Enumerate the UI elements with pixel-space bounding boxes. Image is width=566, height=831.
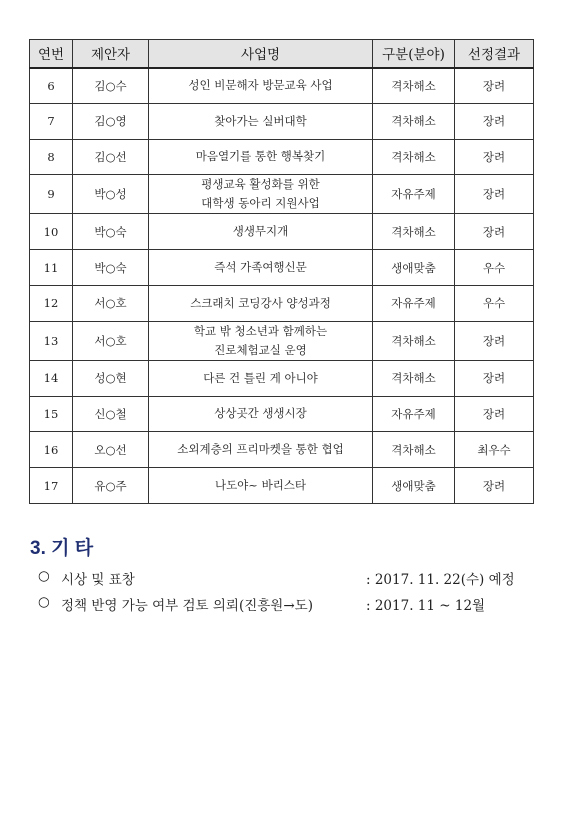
cell-proposer: 오○선: [73, 432, 149, 468]
cell-category: 자유주제: [373, 396, 455, 432]
cell-category: 생애맞춤: [373, 468, 455, 504]
cell-project: [149, 285, 373, 321]
table-body: [30, 68, 534, 504]
cell-no: 12: [30, 285, 73, 321]
project-name-line: 나도야~ 바리스타: [214, 478, 307, 493]
cell-category: 격차해소: [373, 360, 455, 396]
project-name-line: 마음열기를 통한 행복찾기: [195, 149, 326, 164]
cell-result: 장려: [455, 214, 534, 250]
cell-result: 장려: [455, 139, 534, 175]
cell-no: 6: [30, 68, 73, 104]
schedule-item-value: : 2017. 11. 22(수) 예정: [366, 572, 515, 588]
project-name-line: 성인 비문해자 방문교육 사업: [188, 78, 333, 93]
project-name-line: 학교 밖 청소년과 함께하는: [193, 323, 328, 338]
cell-category: 격차해소: [373, 321, 455, 360]
cell-proposer: 박○숙: [73, 214, 149, 250]
cell-result: 장려: [455, 321, 534, 360]
project-name-line: 찾아가는 실버대학: [214, 113, 307, 128]
project-name-line: 스크래치 코딩강사 양성과정: [190, 295, 331, 310]
schedule-item-label: 정책 반영 가능 여부 검토 의뢰(진흥원→도): [61, 598, 313, 614]
cell-no: 16: [30, 432, 73, 468]
table-row: [30, 139, 534, 175]
project-name-line: 대학생 동아리 지원사업: [201, 196, 320, 211]
schedule-item-value: : 2017. 11 ~ 12월: [366, 598, 486, 614]
project-name-line: 상상곳간 생생시장: [214, 406, 307, 421]
table-header-row: [30, 40, 534, 68]
header-proposer: 제안자: [73, 40, 149, 68]
cell-project: [149, 139, 373, 175]
cell-category: 격차해소: [373, 432, 455, 468]
cell-result: 우수: [455, 285, 534, 321]
cell-result: 우수: [455, 250, 534, 286]
cell-result: 장려: [455, 468, 534, 504]
cell-result: 장려: [455, 360, 534, 396]
cell-proposer: 성○현: [73, 360, 149, 396]
cell-proposer: 박○성: [73, 175, 149, 214]
table-row: [30, 175, 534, 214]
cell-category: 격차해소: [373, 214, 455, 250]
cell-project: [149, 360, 373, 396]
header-project: 사업명: [149, 40, 373, 68]
cell-no: 15: [30, 396, 73, 432]
cell-project: [149, 432, 373, 468]
table-row: [30, 68, 534, 104]
cell-proposer: 서○호: [73, 285, 149, 321]
cell-category: 격차해소: [373, 139, 455, 175]
table-row: [30, 321, 534, 360]
cell-project: [149, 396, 373, 432]
cell-result: 장려: [455, 103, 534, 139]
table-row: [30, 360, 534, 396]
cell-no: 9: [30, 175, 73, 214]
cell-category: 격차해소: [373, 103, 455, 139]
cell-project: [149, 250, 373, 286]
header-no: 연번: [30, 40, 73, 68]
table-row: [30, 250, 534, 286]
table-row: [30, 103, 534, 139]
bullet-circle: ○: [38, 594, 50, 610]
cell-category: 생애맞춤: [373, 250, 455, 286]
cell-category: 자유주제: [373, 175, 455, 214]
cell-proposer: 김○영: [73, 103, 149, 139]
cell-no: 8: [30, 139, 73, 175]
project-name-line: 생생무지개: [232, 224, 289, 239]
cell-proposer: 박○숙: [73, 250, 149, 286]
cell-result: 최우수: [455, 432, 534, 468]
cell-proposer: 신○철: [73, 396, 149, 432]
cell-project: [149, 321, 373, 360]
section-title: 3. 기 타: [30, 538, 94, 559]
cell-proposer: 서○호: [73, 321, 149, 360]
schedule-item-label: 시상 및 표창: [61, 572, 135, 588]
cell-result: 장려: [455, 175, 534, 214]
cell-no: 11: [30, 250, 73, 286]
cell-project: [149, 68, 373, 104]
cell-project: [149, 214, 373, 250]
project-name-line: 다른 건 틀린 게 아니야: [203, 370, 318, 385]
cell-result: 장려: [455, 68, 534, 104]
table-row: [30, 468, 534, 504]
header-category: 구분(분야): [373, 40, 455, 68]
cell-no: 13: [30, 321, 73, 360]
table-row: [30, 396, 534, 432]
cell-no: 7: [30, 103, 73, 139]
cell-no: 14: [30, 360, 73, 396]
cell-project: [149, 468, 373, 504]
project-name-line: 진로체험교실 운영: [214, 342, 307, 357]
project-name-line: 즉석 가족여행신문: [214, 260, 307, 275]
project-name-line: 소외계층의 프리마켓을 통한 협업: [177, 442, 344, 457]
cell-proposer: 유○주: [73, 468, 149, 504]
cell-result: 장려: [455, 396, 534, 432]
table-row: [30, 432, 534, 468]
results-table: [29, 39, 534, 504]
schedule-item-policy-review: [38, 594, 533, 614]
schedule-item-award: [38, 568, 533, 588]
cell-category: 격차해소: [373, 68, 455, 104]
project-name-line: 평생교육 활성화를 위한: [201, 177, 320, 192]
header-result: 선정결과: [455, 40, 534, 68]
cell-category: 자유주제: [373, 285, 455, 321]
cell-no: 17: [30, 468, 73, 504]
table-row: [30, 285, 534, 321]
cell-proposer: 김○수: [73, 68, 149, 104]
cell-project: [149, 175, 373, 214]
bullet-circle: ○: [38, 568, 50, 584]
cell-no: 10: [30, 214, 73, 250]
table-row: [30, 214, 534, 250]
cell-proposer: 김○선: [73, 139, 149, 175]
cell-project: [149, 103, 373, 139]
